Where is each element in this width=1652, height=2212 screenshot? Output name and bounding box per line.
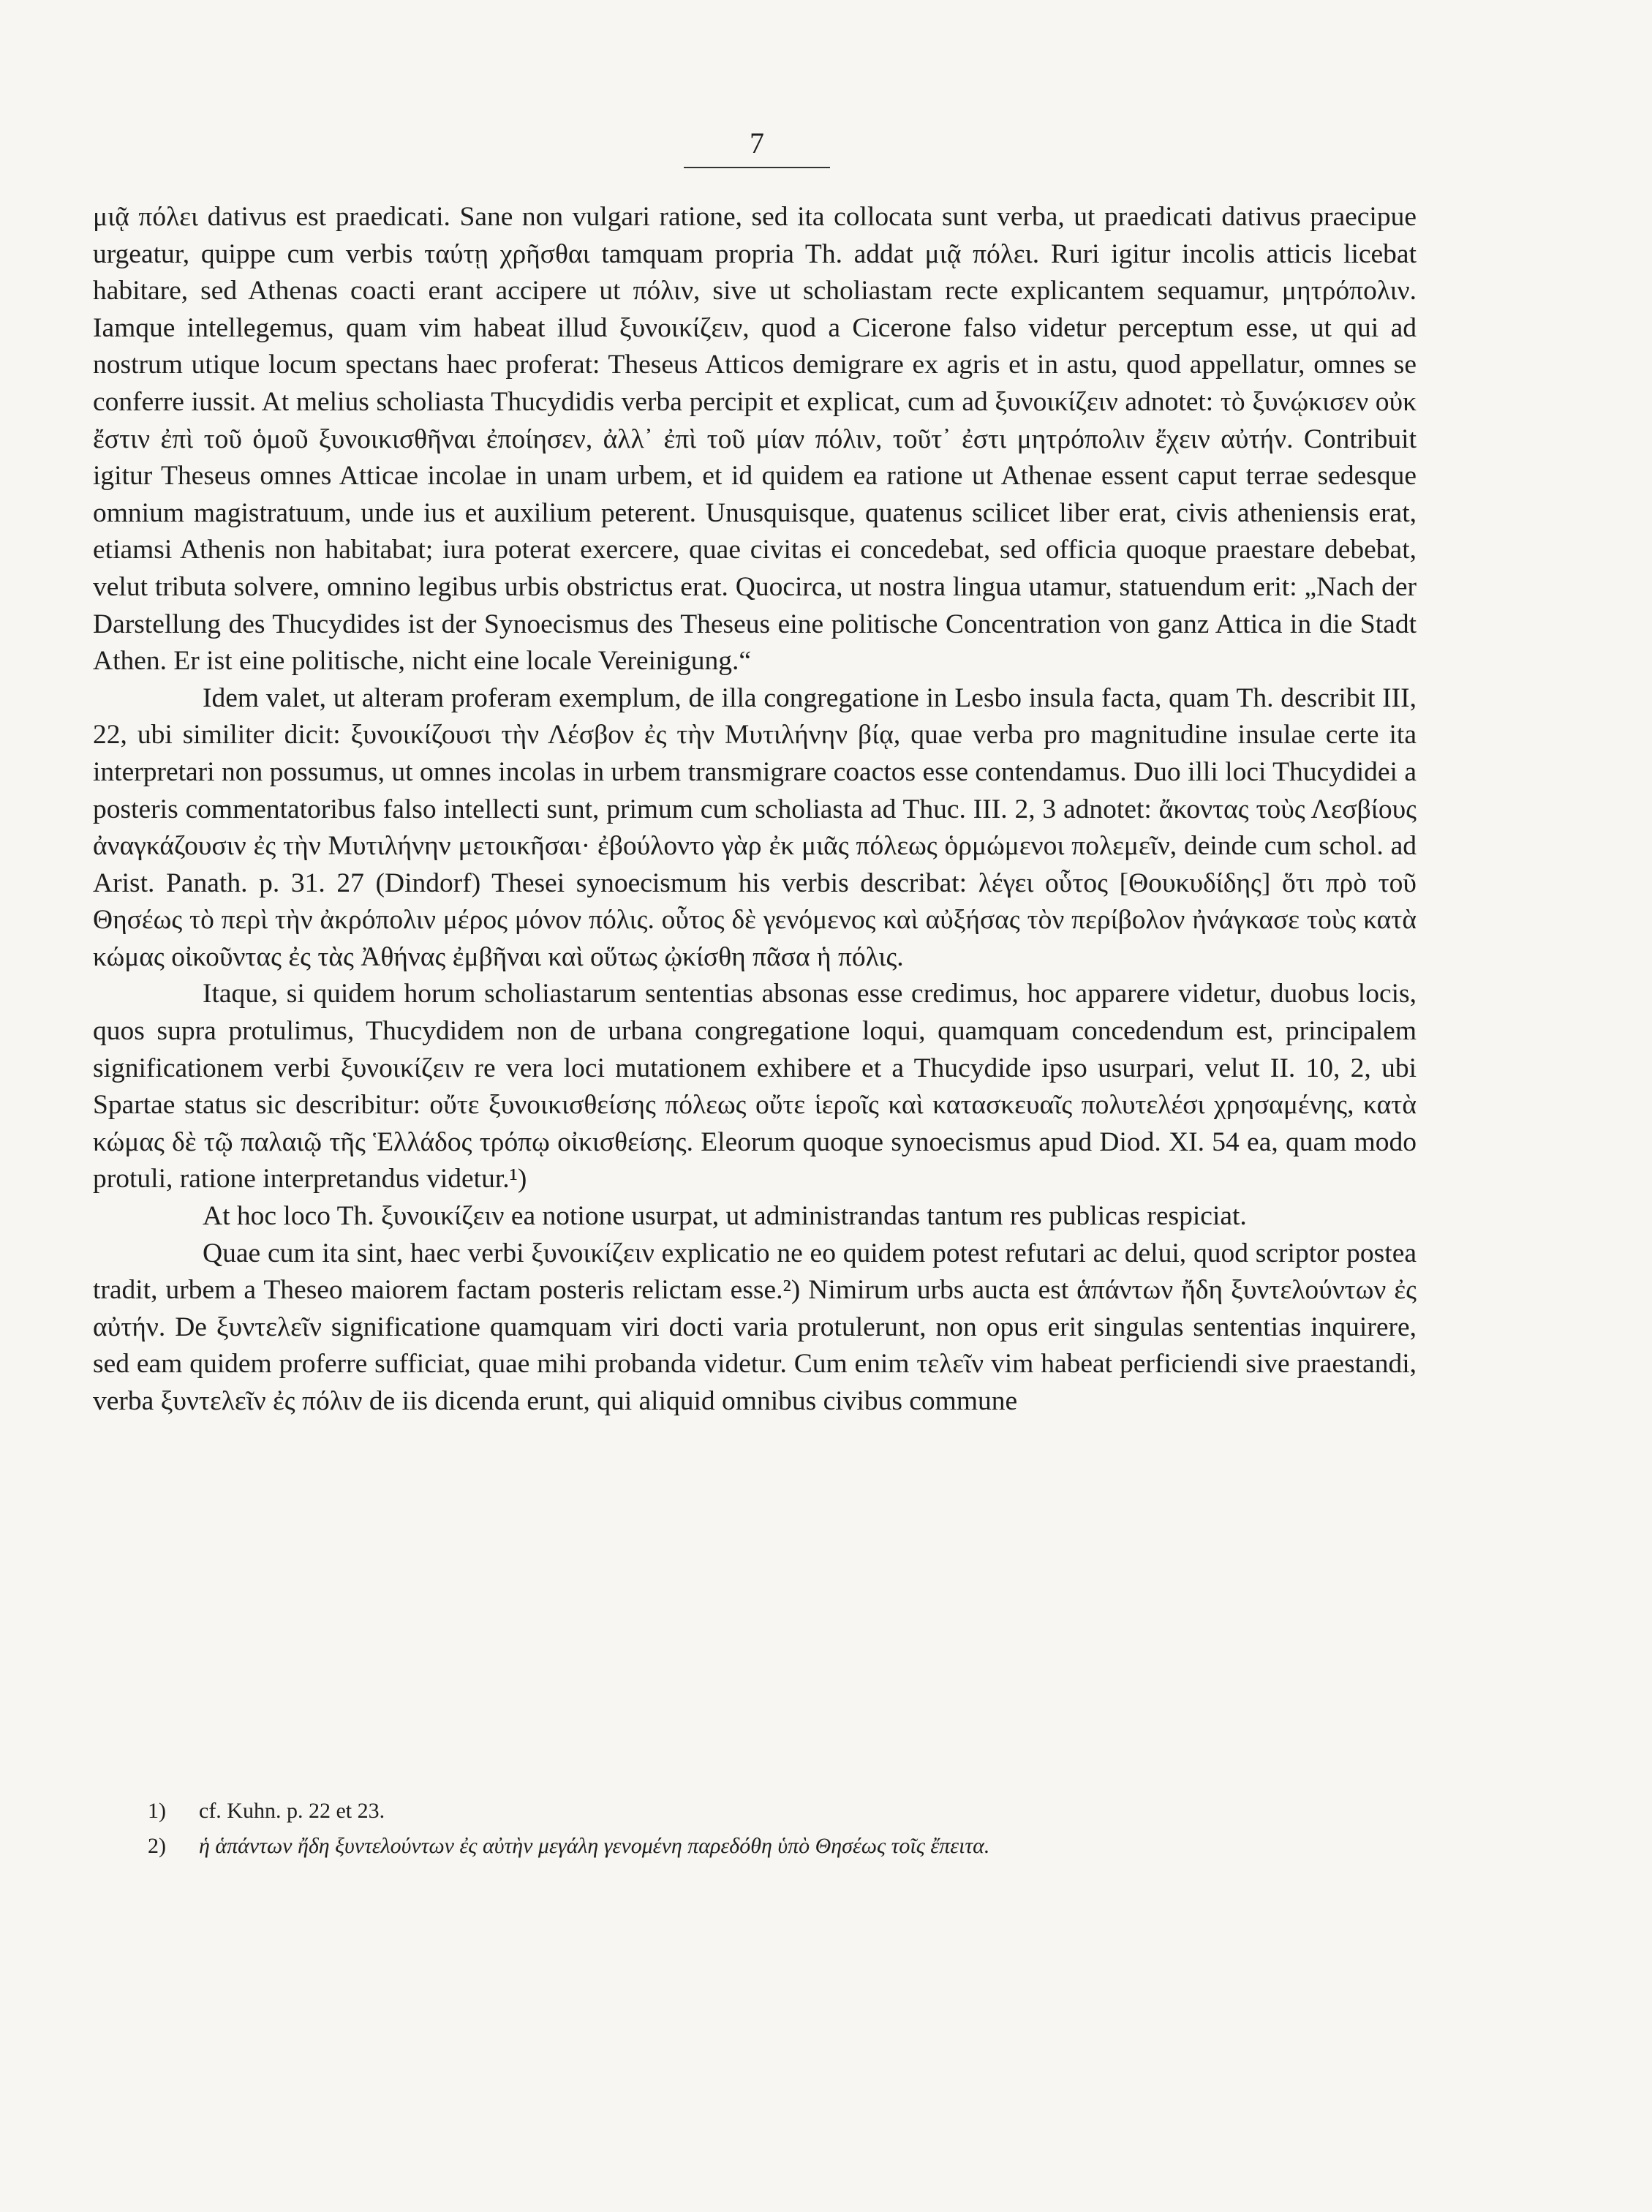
footnote-number: 2) <box>148 1834 166 1858</box>
paragraph-4: At hoc loco Th. ξυνοικίζειν ea notione usurpat, ut administrandas tantum res publicas respiciat. <box>203 1201 1247 1232</box>
footnote-text: ἡ ἁπάντων ἤδη ξυντελούντων ἐς αὐτὴν μεγάλη γενομένη παρεδόθη ὑπὸ Θησέως τοῖς ἔπειτα. <box>199 1834 990 1858</box>
paragraph-2: Idem valet, ut alteram proferam exemplum, de illa congregatione in Lesbo insula facta, quam Th. describit III, 22, ubi similiter dicit: ξυνοικίζουσι τὴν Λέσβον ἐς τὴν Μυτιλήνην βίᾳ, quae verba pro magnitudine insulae certe ita interpretari non possumus, ut omnes incolas in urbem transmigrare coactos esse contendamus. Duo illi loci Thucydidei a posteris commentatoribus falso intellecti sunt, primum cum scholiasta ad Thuc. III. 2, 3 adnotet: ἄκοντας τοὺς Λεσβίους ἀναγκάζουσιν ἐς τὴν Μυτιλήνην μετοικῆσαι· ἐβούλοντο γὰρ ἐκ μιᾶς πόλεως ὁρμώμενοι πολεμεῖν, deinde cum schol. ad Arist. Panath. p. 31. 27 (Dindorf) Thesei synoecismum his verbis describat: λέγει οὗτος [Θουκυδίδης] ὅτι πρὸ τοῦ Θησέως τὸ περὶ τὴν ἀκρόπολιν μέρος μόνον πόλις. οὗτος δὲ γενόμενος καὶ αὐξήσας τὸν περίβολον ἠνάγκασε τοὺς κατὰ κώμας οἰκοῦντας ἐς τὰς Ἀθήνας ἐμβῆναι καὶ οὕτως ᾠκίσθη πᾶσα ἡ πόλις. <box>93 682 1417 972</box>
paragraph-3: Itaque, si quidem horum scholiastarum sententias absonas esse credimus, hoc apparere videtur, duobus locis, quos supra protulimus, Thucydidem non de urbana congregatione loqui, quamquam concedendum est, principalem significationem verbi ξυνοικίζειν re vera loci mutationem exhibere et a Thucydide ipso usurpari, velut II. 10, 2, ubi Spartae status sic describitur: οὔτε ξυνοικισθείσης πόλεως οὔτε ἱεροῖς καὶ κατασκευαῖς πολυτελέσι χρησαμένης, κατὰ κώμας δὲ τῷ παλαιῷ τῆς Ἑλλάδος τρόπῳ οἰκισθείσης. Eleorum quoque synoecismus apud Diod. XI. 54 ea, quam modo protuli, ratione interpretandus videtur.¹) <box>93 979 1417 1195</box>
footnote-text: cf. Kuhn. p. 22 et 23. <box>199 1799 385 1823</box>
footnote-2 <box>93 1829 1417 1864</box>
footnote-number: 1) <box>148 1799 166 1823</box>
footnotes <box>93 1794 1417 1864</box>
paragraph-5: Quae cum ita sint, haec verbi ξυνοικίζειν explicatio ne eo quidem potest refutari ac delui, quod scriptor postea tradit, urbem a Theseo maiorem factam posteris relictam esse.²) Nimirum urbs aucta est ἁπάντων ἤδη ξυντελούντων ἐς αὐτήν. De ξυντελεῖν significatione quamquam viri docti varia protulerunt, non opus erit singulas sententias inquirere, sed eam quidem proferre sufficiat, quae mihi probanda videtur. Cum enim τελεῖν vim habeat perficiendi sive praestandi, verba ξυντελεῖν ἐς πόλιν de iis dicenda erunt, qui aliquid omnibus civibus commune <box>93 1238 1417 1416</box>
paragraph-1: μιᾷ πόλει dativus est praedicati. Sane non vulgari ratione, sed ita collocata sunt verba, ut praedicati dativus praecipue urgeatur, quippe cum verbis ταύτῃ χρῆσθαι tamquam propria Th. addat μιᾷ πόλει. Ruri igitur incolis atticis licebat habitare, sed Athenas coacti erant accipere ut πόλιν, sive ut scholiastam recte explicantem sequamur, μητρόπολιν. Iamque intellegemus, quam vim habeat illud ξυνοικίζειν, quod a Cicerone falso videtur perceptum esse, ut qui ad nostrum utique locum spectans haec proferat: Theseus Atticos demigrare ex agris et in astu, quod appellatur, omnes se conferre iussit. At melius scholiasta Thucydidis verba percipit et explicat, cum ad ξυνοικίζειν adnotet: τὸ ξυνῴκισεν οὐκ ἔστιν ἐπὶ τοῦ ὁμοῦ ξυνοικισθῆναι ἐποίησεν, ἀλλ᾽ ἐπὶ τοῦ μίαν πόλιν, τοῦτ᾽ ἐστι μητρόπολιν ἔχειν αὐτήν. Contribuit igitur Theseus omnes Atticae incolae in unam urbem, et id quidem ea ratione ut Athenae essent caput terrae sedesque omnium magistratuum, unde ius et auxilium peterent. Unusquisque, quatenus scilicet liber erat, civis atheniensis erat, etiamsi Athenis non habitabat; iura poterat exercere, quae civitas ei concedebat, sed officia quoque praestare debebat, velut tributa solvere, omnino legibus urbis obstrictus erat. Quocirca, ut nostra lingua utamur, statuendum erit: „Nach der Darstellung des Thucydides ist der Synoecismus des Theseus eine politische Concentration von ganz Attica in die Stadt Athen. Er ist eine politische, nicht eine locale Vereinigung.“ <box>93 202 1417 677</box>
page-number-rule <box>684 167 830 168</box>
main-text <box>93 199 1417 1421</box>
footnote-1 <box>93 1794 1417 1829</box>
page-number: 7 <box>750 127 764 159</box>
